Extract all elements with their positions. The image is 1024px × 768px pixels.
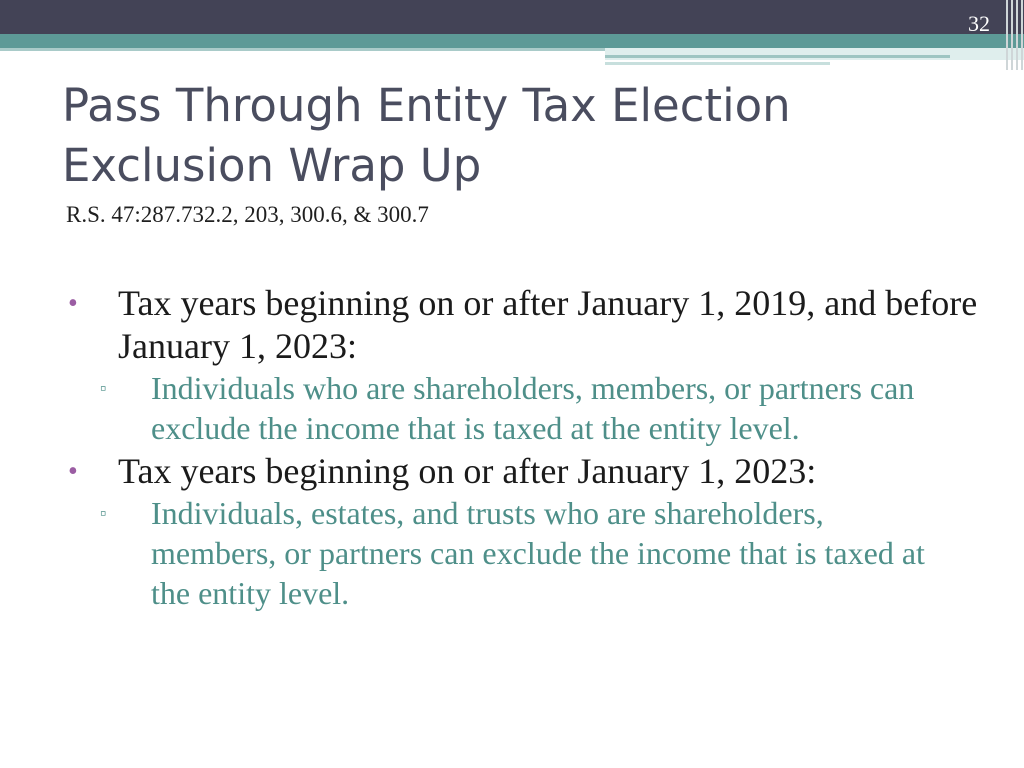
bullet-text: Tax years beginning on or after January 1, 2023: <box>118 451 817 491</box>
slide-body <box>0 282 1024 613</box>
bullet-item <box>0 450 978 493</box>
sub-bullet-item <box>0 493 951 613</box>
slide-number: 32 <box>968 11 990 36</box>
bullet-marker: • <box>68 288 78 319</box>
header-dark-band <box>0 0 1024 34</box>
header-accent-strip <box>0 48 605 51</box>
corner-decoration <box>1003 0 1024 70</box>
header-accent-strip <box>605 55 950 58</box>
sub-bullet-marker: ▫ <box>100 378 107 398</box>
header-accent-strip <box>605 48 1024 60</box>
slide-title-line: Exclusion Wrap Up <box>62 139 482 192</box>
slide-title <box>62 76 962 196</box>
sub-bullet-text: Individuals, estates, and trusts who are shareholders, members, or partners can exclude the income that is taxed at the entity level. <box>151 495 925 611</box>
slide-title-line: Pass Through Entity Tax Election <box>62 79 791 132</box>
statute-reference: R.S. 47:287.732.2, 203, 300.6, & 300.7 <box>66 202 429 227</box>
header-accent-strip <box>605 62 830 65</box>
header-teal-band <box>0 34 1024 48</box>
sub-bullet-item <box>0 368 951 448</box>
bullet-item <box>0 282 978 368</box>
bullet-marker: • <box>68 456 78 487</box>
sub-bullet-text: Individuals who are shareholders, members, or partners can exclude the income that is taxed at the entity level. <box>151 370 915 446</box>
bullet-text: Tax years beginning on or after January 1, 2019, and before January 1, 2023: <box>118 283 978 366</box>
sub-bullet-marker: ▫ <box>100 503 107 523</box>
